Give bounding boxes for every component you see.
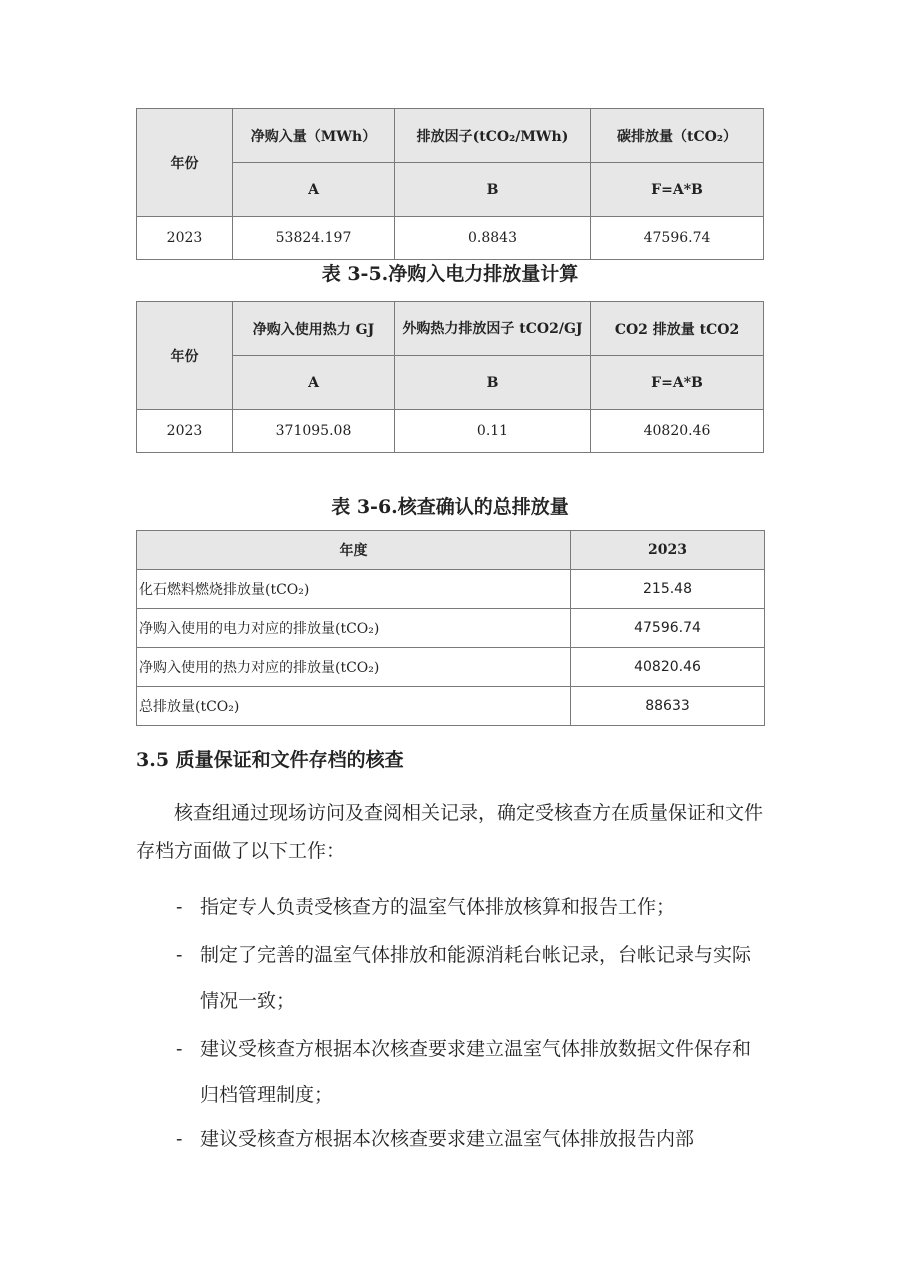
list-item xyxy=(176,1026,766,1118)
table-caption: 表 3-6.核查确认的总排放量 xyxy=(331,496,569,518)
column-header: CO2 排放量 tCO2 xyxy=(591,302,764,356)
column-header: 碳排放量（tCO₂） xyxy=(591,109,764,163)
column-subheader: B xyxy=(395,356,591,410)
column-header: 净购入量（MWh） xyxy=(233,109,395,163)
list-item xyxy=(176,932,766,1024)
list-item xyxy=(176,884,766,930)
heat-emission-table xyxy=(136,301,764,453)
table-row xyxy=(137,217,764,260)
row-label: 化石燃料燃烧排放量(tCO₂) xyxy=(137,570,571,609)
table-cell: 0.11 xyxy=(395,410,591,453)
table-cell: 2023 xyxy=(137,217,233,260)
list-item-text: 建议受核查方根据本次核查要求建立温室气体排放报告内部 xyxy=(200,1128,695,1150)
year-header: 年份 xyxy=(137,109,233,217)
column-subheader: B xyxy=(395,163,591,217)
electricity-emission-table xyxy=(136,108,764,260)
column-header: 净购入使用热力 GJ xyxy=(233,302,395,356)
total-emission-table xyxy=(136,530,765,726)
column-header: 年度 xyxy=(137,531,571,570)
table-row xyxy=(137,609,765,648)
year-header: 年份 xyxy=(137,302,233,410)
table-cell: 40820.46 xyxy=(591,410,764,453)
column-subheader: A xyxy=(233,356,395,410)
section-heading: 3.5 质量保证和文件存档的核查 xyxy=(136,749,404,771)
table-row xyxy=(137,410,764,453)
column-subheader: F=A*B xyxy=(591,163,764,217)
body-paragraph: 核查组通过现场访问及查阅相关记录，确定受核查方在质量保证和文件存档方面做了以下工作： xyxy=(136,802,764,862)
table-cell: 47596.74 xyxy=(591,217,764,260)
column-header: 外购热力排放因子 tCO2/GJ xyxy=(395,302,591,356)
table-cell: 371095.08 xyxy=(233,410,395,453)
list-item-text: 制定了完善的温室气体排放和能源消耗台帐记录，台帐记录与实际情况一致； xyxy=(200,944,752,1012)
row-label: 净购入使用的电力对应的排放量(tCO₂) xyxy=(137,609,571,648)
row-label: 净购入使用的热力对应的排放量(tCO₂) xyxy=(137,648,571,687)
bullet-marker: - xyxy=(176,1038,183,1060)
row-value: 40820.46 xyxy=(571,648,765,687)
row-value: 215.48 xyxy=(571,570,765,609)
row-label: 总排放量(tCO₂) xyxy=(137,687,571,726)
row-value: 47596.74 xyxy=(571,609,765,648)
column-header: 排放因子(tCO₂/MWh) xyxy=(395,109,591,163)
column-subheader: F=A*B xyxy=(591,356,764,410)
list-item xyxy=(176,1116,766,1162)
column-header: 2023 xyxy=(571,531,765,570)
column-subheader: A xyxy=(233,163,395,217)
table-row xyxy=(137,570,765,609)
table-cell: 0.8843 xyxy=(395,217,591,260)
table-row xyxy=(137,687,765,726)
table-row xyxy=(137,648,765,687)
table-cell: 2023 xyxy=(137,410,233,453)
list-item-text: 建议受核查方根据本次核查要求建立温室气体排放数据文件保存和归档管理制度； xyxy=(200,1038,752,1106)
bullet-marker: - xyxy=(176,944,183,966)
table-cell: 53824.197 xyxy=(233,217,395,260)
bullet-marker: - xyxy=(176,1128,183,1150)
table-caption: 表 3-5.净购入电力排放量计算 xyxy=(321,263,579,285)
row-value: 88633 xyxy=(571,687,765,726)
bullet-marker: - xyxy=(176,896,183,918)
list-item-text: 指定专人负责受核查方的温室气体排放核算和报告工作； xyxy=(200,896,676,918)
